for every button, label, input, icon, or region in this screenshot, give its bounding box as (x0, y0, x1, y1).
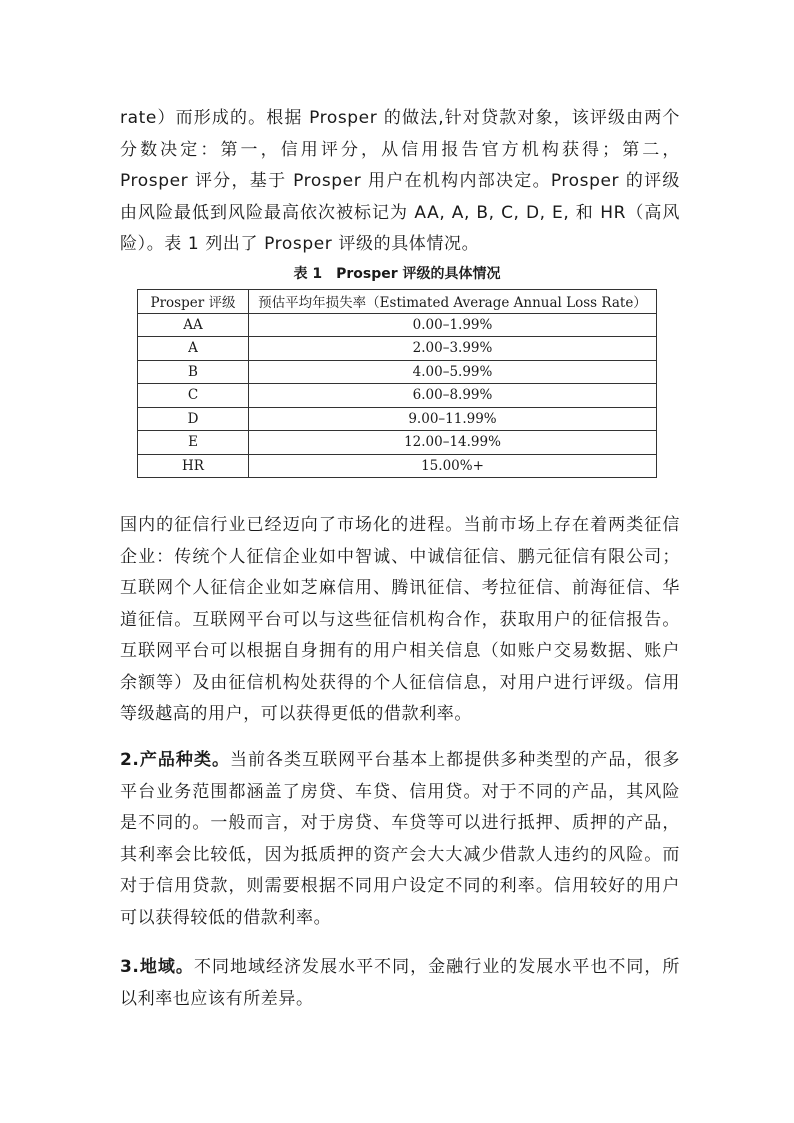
region-section-heading: 3.地域。 (120, 957, 194, 977)
prosper-grade-table (137, 289, 657, 478)
table-row (138, 431, 657, 455)
table-row (138, 407, 657, 431)
grade-cell: AA (138, 313, 249, 337)
grade-cell: E (138, 431, 249, 455)
loss-rate-cell: 2.00–3.99% (249, 337, 657, 361)
header-grade: Prosper 评级 (138, 290, 249, 314)
loss-rate-cell: 4.00–5.99% (249, 360, 657, 384)
grade-cell: B (138, 360, 249, 384)
grade-cell: D (138, 407, 249, 431)
table-caption (0, 264, 794, 284)
table-row (138, 454, 657, 478)
table-row (138, 337, 657, 361)
grade-cell: A (138, 337, 249, 361)
table-header-row (138, 290, 657, 314)
header-loss-rate: 预估平均年损失率（Estimated Average Annual Loss Rate） (249, 290, 657, 314)
loss-rate-cell: 12.00–14.99% (249, 431, 657, 455)
product-section (120, 745, 680, 934)
table-caption-number: 表 1 (293, 266, 323, 282)
table-row (138, 360, 657, 384)
credit-paragraph: 国内的征信行业已经迈向了市场化的进程。当前市场上存在着两类征信企业：传统个人征信企业如中智诚、中诚信征信、鹏元征信有限公司；互联网个人征信企业如芝麻信用、腾讯征信、考拉征信、前海征信、华道征信。互联网平台可以与这些征信机构合作，获取用户的征信报告。互联网平台可以根据自身拥有的用户相关信息（如账户交易数据、账户余额等）及由征信机构处获得的个人征信信息，对用户进行评级。信用等级越高的用户，可以获得更低的借款利率。 (120, 515, 680, 724)
table-row (138, 313, 657, 337)
product-section-body: 当前各类互联网平台基本上都提供多种类型的产品，很多平台业务范围都涵盖了房贷、车贷、信用贷。对于不同的产品，其风险是不同的。一般而言，对于房贷、车贷等可以进行抵押、质押的产品，其利率会比较低，因为抵质押的资产会大大减少借款人违约的风险。而对于信用贷款，则需要根据不同用户设定不同的利率。信用较好的用户可以获得较低的借款利率。 (120, 750, 680, 928)
loss-rate-cell: 15.00%+ (249, 454, 657, 478)
loss-rate-cell: 0.00–1.99% (249, 313, 657, 337)
region-section-body: 不同地域经济发展水平不同，金融行业的发展水平也不同，所以利率也应该有所差异。 (120, 957, 680, 1009)
intro-paragraph: rate）而形成的。根据 Prosper 的做法,针对贷款对象，该评级由两个分数决定：第一，信用评分，从信用报告官方机构获得；第二，Prosper 评分，基于 Prosper 用户在机构内部决定。Prosper 的评级由风险最低到风险最高依次被标记为 AA, A, B, C, D, E, 和 HR（高风险）。表 1 列出了 Prosper 评级的具体情况。 (120, 108, 680, 254)
grade-cell: HR (138, 454, 249, 478)
loss-rate-cell: 9.00–11.99% (249, 407, 657, 431)
region-section (120, 952, 680, 1015)
grade-cell: C (138, 384, 249, 408)
loss-rate-cell: 6.00–8.99% (249, 384, 657, 408)
product-section-heading: 2.产品种类。 (120, 750, 230, 770)
table-caption-title: Prosper 评级的具体情况 (336, 266, 501, 282)
table-row (138, 384, 657, 408)
